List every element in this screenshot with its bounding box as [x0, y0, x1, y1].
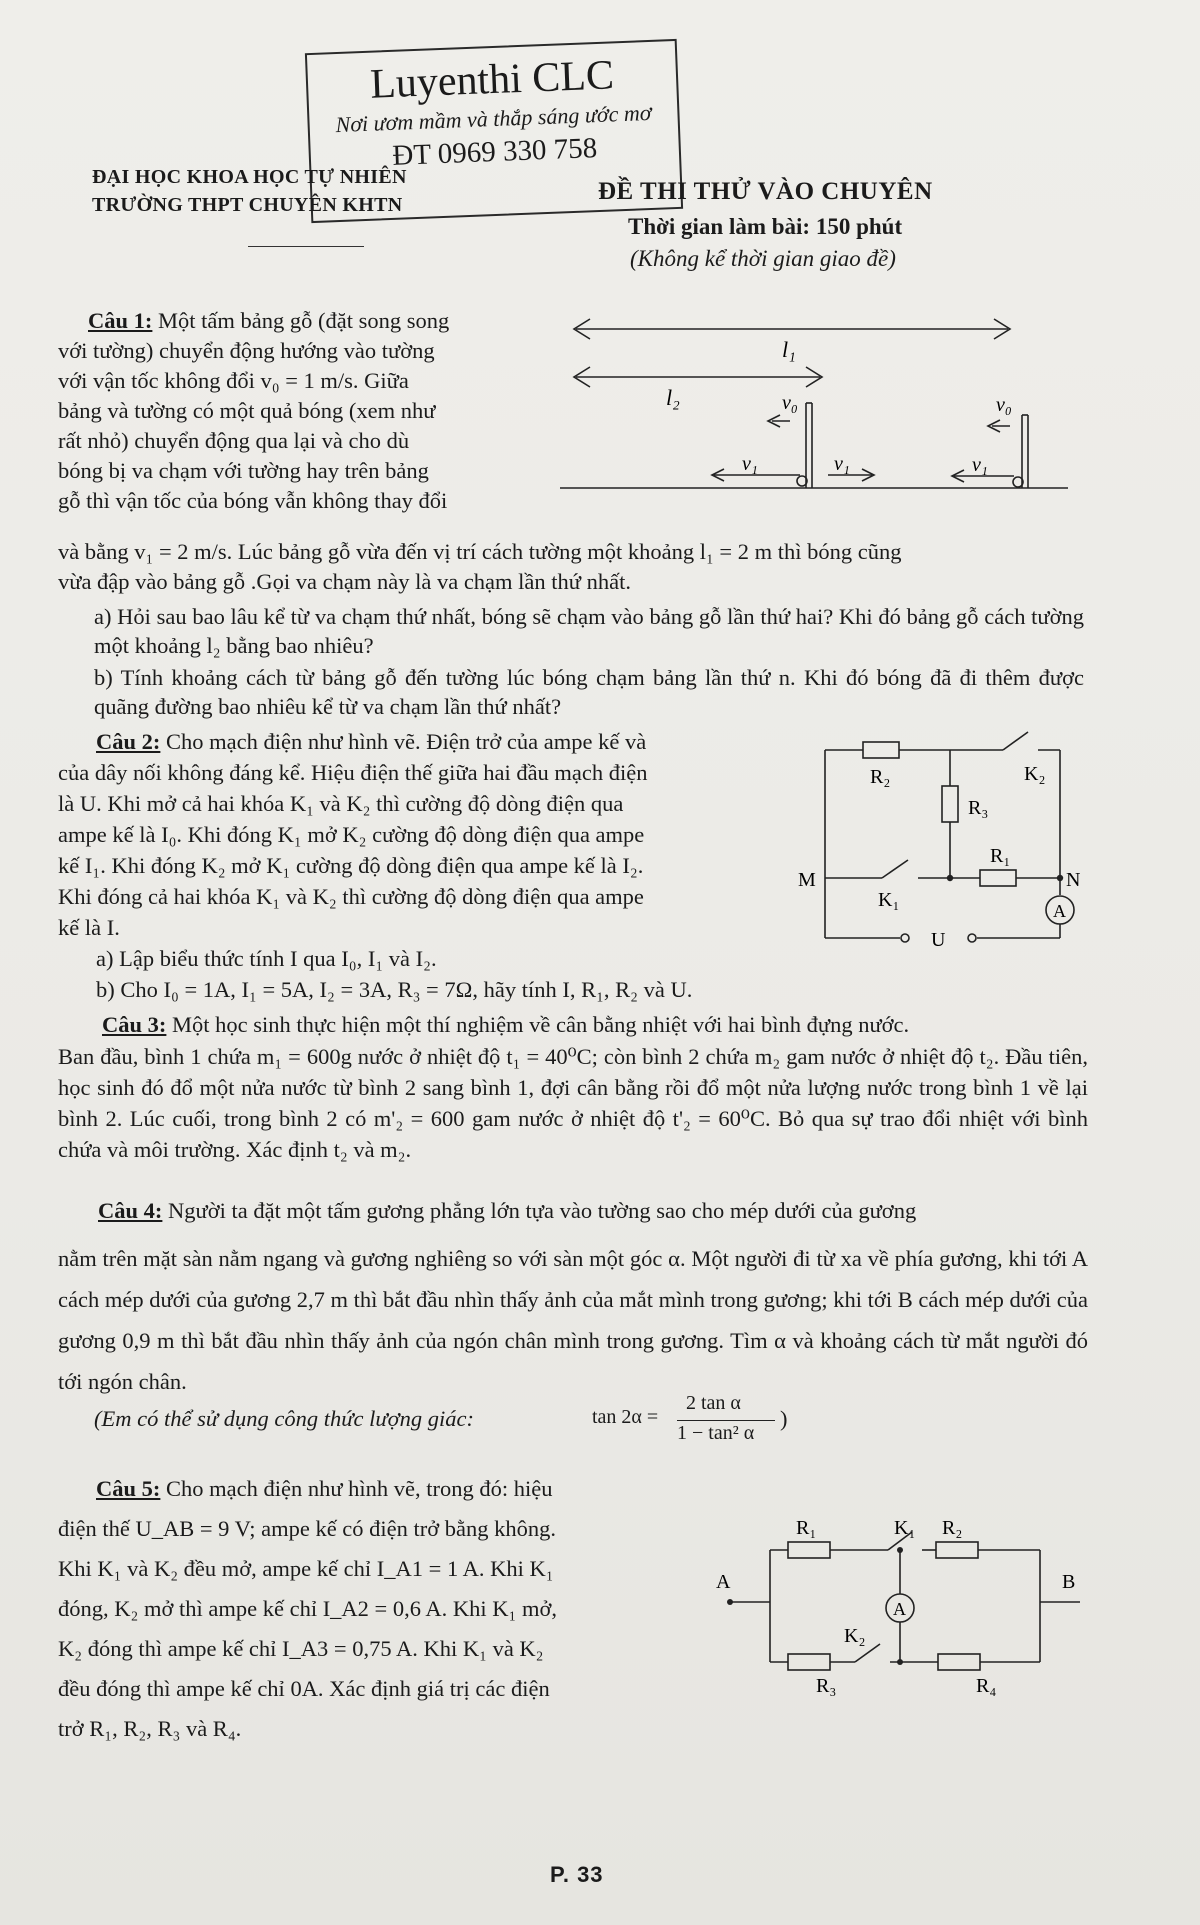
q1-line: với tường) chuyển động hướng vào tường: [58, 338, 435, 363]
q5-fig-r4: R₄: [976, 1675, 997, 1697]
q5-fig-k1: K₁: [894, 1517, 916, 1539]
q5-line: Khi K₁ và K₂ đều mở, ampe kế chỉ I_A1 = 1 A. Khi K₁: [58, 1556, 554, 1581]
q2-part-b: b) Cho I₀ = 1A, I₁ = 5A, I₂ = 3A, R₃ = 7Ω, hãy tính I, R₁, R₂ và U.: [96, 977, 693, 1002]
q4-label: Câu 4:: [98, 1198, 163, 1223]
q1-line: với vận tốc không đổi v₀ = 1 m/s. Giữa: [58, 368, 409, 393]
q3-text-first: Một học sinh thực hiện một thí nghiệm về cân bằng nhiệt với hai bình đựng nước.: [172, 1012, 910, 1037]
q5-fig-a: A: [716, 1571, 731, 1593]
q4-hint-close: ): [780, 1406, 788, 1431]
q1-line: và bằng v₁ = 2 m/s. Lúc bảng gỗ vừa đến vị trí cách tường một khoảng l₁ = 2 m thì bóng cũng: [58, 539, 902, 564]
q3-label: Câu 3:: [102, 1012, 167, 1037]
q2-fig-ammeter: A: [1053, 901, 1066, 921]
q1-fig-v1: v₁: [834, 453, 850, 475]
q1-fig-v1: v₁: [972, 454, 988, 476]
q5-fig-r3: R₃: [816, 1675, 837, 1697]
q2-fig-u: U: [931, 929, 946, 951]
q5-fig-k2: K₂: [844, 1625, 866, 1647]
q1-part-b: b) Tính khoảng cách từ bảng gỗ đến tường lúc bóng chạm bảng lần thứ n. Khi đó bóng đã đi thêm được quãng đường bao nhiêu kể từ va chạm lần thứ nhất?: [94, 665, 1084, 720]
q2-line: Khi đóng cả hai khóa K₁ và K₂ thì cường độ dòng điện qua ampe: [58, 884, 644, 909]
q2-fig-r2: R₂: [870, 766, 891, 788]
q5-label: Câu 5:: [96, 1476, 161, 1501]
q4-text: nằm trên mặt sàn nằm ngang và gương nghiêng so với sàn một góc α. Một người đi từ xa về phía gương, khi tới A cách mép dưới của gương 2,7 m thì bắt đầu nhìn thấy ảnh của mắt mình trong gương; khi tới B cách mép dưới của gương 0,9 m thì bắt đầu nhìn thấy ảnh của ngón chân mình trong gương. Tìm α và khoảng cách từ mắt người đó tới ngón chân.: [58, 1246, 1088, 1394]
exam-time: Thời gian làm bài: 150 phút: [628, 214, 903, 239]
q4-text-first: Người ta đặt một tấm gương phẳng lớn tựa vào tường sao cho mép dưới của gương: [168, 1198, 917, 1223]
university-name: ĐẠI HỌC KHOA HỌC TỰ NHIÊN: [92, 166, 407, 188]
q2-fig-k2: K₂: [1024, 763, 1046, 785]
q5-figure: [680, 1508, 1080, 1698]
exam-time-note: (Không kể thời gian giao đề): [630, 246, 896, 271]
q5-line: trở R₁, R₂, R₃ và R₄.: [58, 1716, 242, 1741]
q5-fig-ammeter: A: [893, 1599, 906, 1619]
q5-fig-b: B: [1062, 1571, 1076, 1593]
q1-fig-v1: v₁: [742, 453, 758, 475]
q4-formula-den: 1 − tan² α: [677, 1422, 755, 1444]
header-divider: [248, 246, 364, 247]
q3-text: Ban đầu, bình 1 chứa m₁ = 600g nước ở nhiệt độ t₁ = 40⁰C; còn bình 2 chứa m₂ gam nước ở nhiệt độ t₂. Đầu tiên, học sinh đó đổ một nửa nước từ bình 2 sang bình 1, đợi cân bằng rồi đổ một nửa lượng nước trong bình 1 về lại bình 2. Lúc cuối, trong bình 2 có m'₂ = 600 gam nước ở nhiệt độ t'₂ = 60⁰C. Bỏ qua sự trao đổi nhiệt với bình chứa và môi trường. Xác định t₂ và m₂.: [58, 1044, 1088, 1162]
q1-figure: [560, 305, 1080, 505]
stamp-phone: ĐT 0969 330 758: [391, 132, 598, 172]
school-name: TRƯỜNG THPT CHUYÊN KHTN: [92, 194, 403, 216]
q1-line: Một tấm bảng gỗ (đặt song song: [158, 308, 450, 333]
q1-line: bóng bị va chạm với tường hay trên bảng: [58, 458, 429, 483]
q1-fig-l1: l₁: [782, 337, 796, 362]
q5-line: điện thế U_AB = 9 V; ampe kế có điện trở bằng không.: [58, 1516, 557, 1541]
q2-part-a: a) Lập biểu thức tính I qua I₀, I₁ và I₂.: [96, 946, 437, 971]
q1-fig-v0: v₀: [996, 394, 1012, 416]
q4-hint: [94, 1394, 794, 1454]
q2-figure: [790, 728, 1090, 958]
q1-line: vừa đập vào bảng gỗ .Gọi va chạm này là va chạm lần thứ nhất.: [58, 569, 631, 594]
q5-line: đóng, K₂ mở thì ampe kế chỉ I_A2 = 0,6 A. Khi K₁ mở,: [58, 1596, 557, 1621]
q5-fig-r2: R₂: [942, 1517, 963, 1539]
q1-fig-v0: v₀: [782, 392, 798, 414]
q2-fig-m: M: [798, 869, 816, 891]
q1-part-a: a) Hỏi sau bao lâu kể từ va chạm thứ nhất, bóng sẽ chạm vào bảng gỗ lần thứ hai? Khi đó bảng gỗ cách tường một khoảng l₂ bằng bao nhiêu?: [94, 604, 1084, 659]
q1-label: Câu 1:: [88, 308, 153, 333]
q5-line: K₂ đóng thì ampe kế chỉ I_A3 = 0,75 A. Khi K₁ và K₂: [58, 1636, 544, 1661]
q2-fig-r1: R₁: [990, 845, 1011, 867]
q4-fraction-bar: [677, 1420, 775, 1421]
q2-fig-k1: K₁: [878, 889, 900, 911]
q2-fig-n: N: [1066, 869, 1081, 891]
q1-line: rất nhỏ) chuyển động qua lại và cho dù: [58, 428, 410, 453]
q4-formula-num: 2 tan α: [686, 1392, 741, 1414]
q5-line: đều đóng thì ampe kế chỉ 0A. Xác định giá trị các điện: [58, 1676, 550, 1701]
q4-hint-text: (Em có thể sử dụng công thức lượng giác:: [94, 1406, 474, 1431]
q2-fig-r3: R₃: [968, 797, 989, 819]
stamp-slogan: Nơi ươm mầm và thắp sáng ước mơ: [335, 99, 652, 138]
q2-line: Cho mạch điện như hình vẽ. Điện trở của ampe kế và: [166, 729, 647, 754]
q2-line: của dây nối không đáng kể. Hiệu điện thế giữa hai đầu mạch điện: [58, 760, 648, 785]
q2-label: Câu 2:: [96, 729, 161, 754]
q5-line: Cho mạch điện như hình vẽ, trong đó: hiệu: [166, 1476, 553, 1501]
q5-fig-r1: R₁: [796, 1517, 817, 1539]
q2-line: là U. Khi mở cả hai khóa K₁ và K₂ thì cường độ dòng điện qua: [58, 791, 624, 816]
q1-fig-l2: l₂: [666, 385, 680, 410]
page-number: P. 33: [550, 1862, 604, 1887]
q2-line: ampe kế là I₀. Khi đóng K₁ mở K₂ cường độ dòng điện qua ampe: [58, 822, 645, 847]
q1-line: gỗ thì vận tốc của bóng vẫn không thay đổi: [58, 488, 448, 513]
q1-line: bảng và tường có một quả bóng (xem như: [58, 398, 436, 423]
stamp-title: Luyenthi CLC: [369, 52, 615, 108]
q2-line: kế là I.: [58, 915, 120, 940]
exam-title: ĐỀ THI THỬ VÀO CHUYÊN: [598, 178, 933, 205]
q4-formula-lhs: tan 2α =: [592, 1406, 659, 1428]
q2-line: kế I₁. Khi đóng K₂ mở K₁ cường độ dòng điện qua ampe kế là I₂.: [58, 853, 644, 878]
